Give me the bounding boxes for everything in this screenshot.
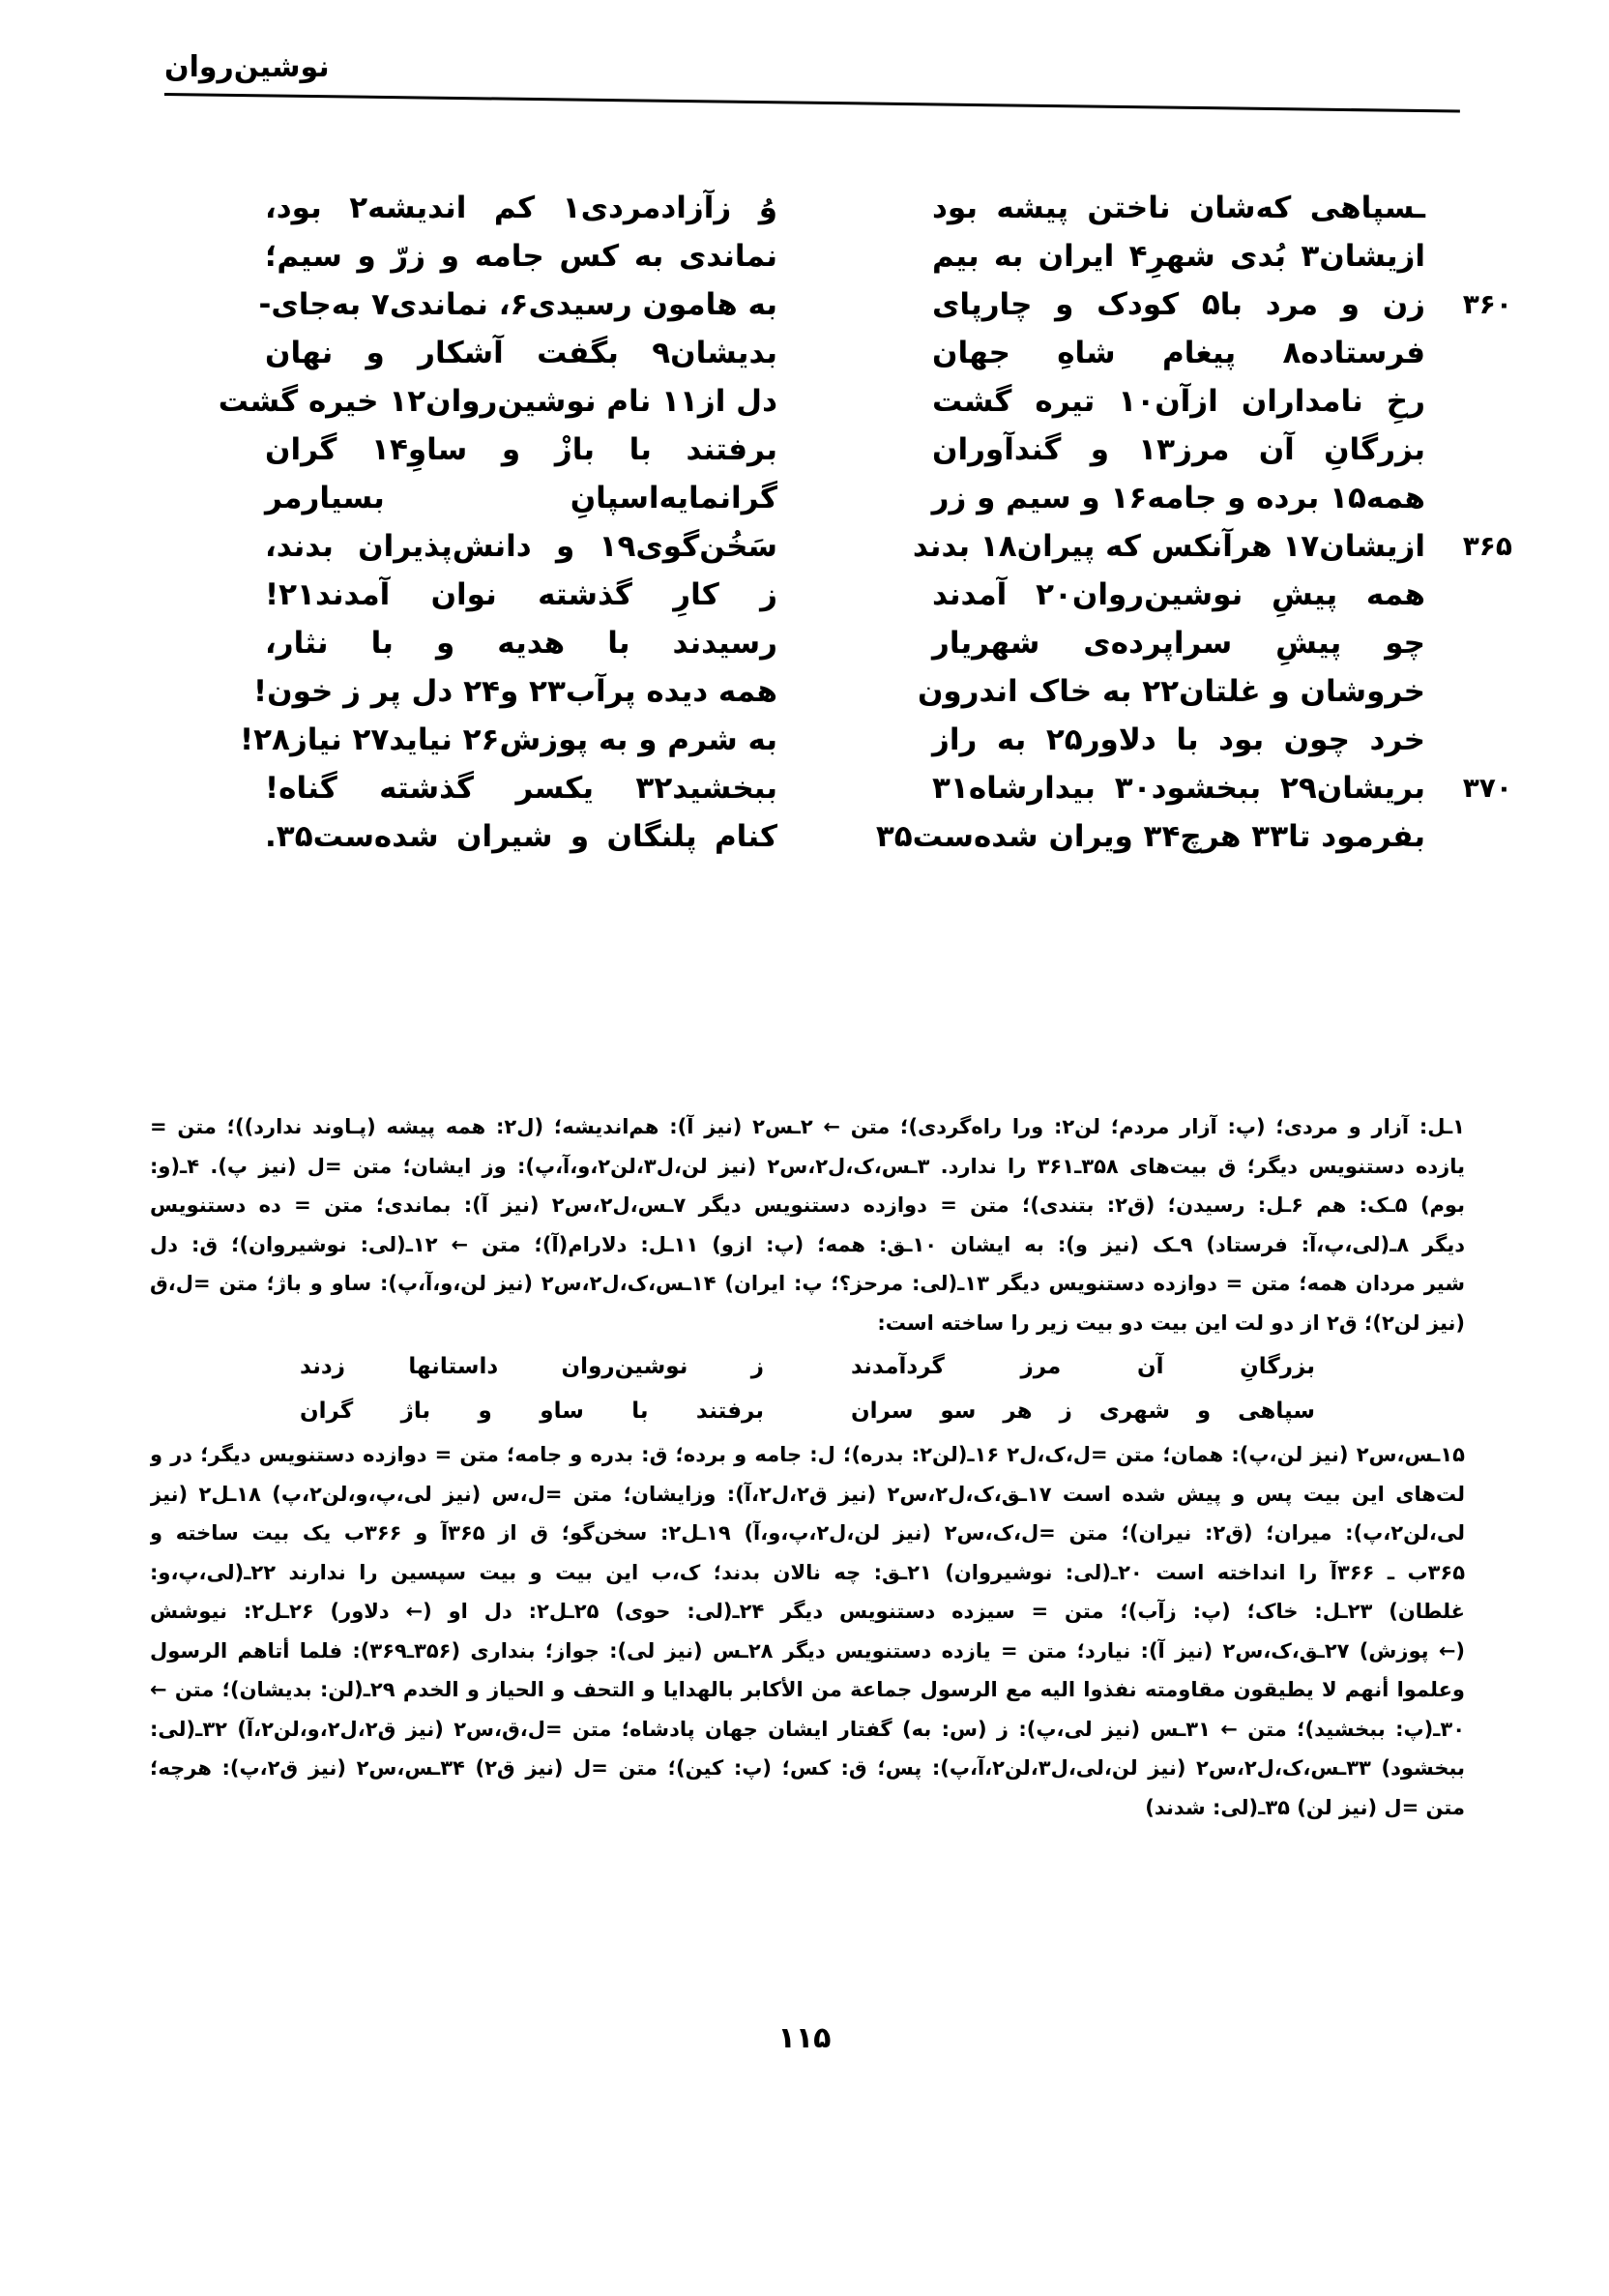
inset-verse-hemistich: بزرگانِ آن مرز گردآمدند <box>851 1354 1315 1379</box>
verse-line: به هامون رسیدی۶، نماندی۷ به‌جای- <box>258 287 777 322</box>
verse-line: رخِ نامداران ازآن۱۰ تیره گشت <box>932 384 1425 419</box>
verse-line: بفرمود تا۳۳ هرچ۳۴ ویران شده‌ست۳۵ <box>875 819 1425 854</box>
poem-left-column <box>218 184 777 861</box>
verse-line: ۳۶۰ زن و مرد با۵ کودک و چارپای <box>932 280 1425 329</box>
poem-right-column <box>875 184 1512 861</box>
verse-number: ۳۶۵ <box>1462 530 1512 562</box>
verse-line: کنام پلنگان و شیران شده‌ست۳۵. <box>265 819 777 854</box>
verse-line: خرد چون بود با دلاور۲۵ به راز <box>932 722 1425 757</box>
inset-verse-hemistich: ز نوشین‌روان داستانها زدند <box>300 1354 764 1379</box>
verse-number: ۳۷۰ <box>1462 772 1512 804</box>
inset-verse-hemistich: سپاهی و شهری ز هر سو سران <box>851 1398 1315 1424</box>
footnote-line: ۱۵ـس،س۲ (نیز لن،پ): همان؛ متن =ل،ک،ل۲ ۱۶ـ(لن۲: بدره)؛ ل: جامه و برده؛ ق: بدره و جامه؛ متن = دوازده دستنویس دیگر؛ در و <box>150 1443 1465 1466</box>
verse-number: ۳۶۰ <box>1462 288 1512 320</box>
header-rule <box>164 93 1460 113</box>
verse-line: همه۱۵ برده و جامه۱۶ و سیم و زر <box>931 481 1425 515</box>
footnote-line: لت‌های این بیت پس و پیش شده است ۱۷ـق،ک،ل۲،س۲ (نیز ق۲،ل۲،آ): وزایشان؛ متن =ل،س (نیز لی،پ،و،لن۲،پ) ۱۸ـل۲ (نیز <box>150 1482 1465 1506</box>
verse-line: ز کارِ گذشته نوان آمدند۲۱! <box>265 577 777 612</box>
footnote-line: ۳۰ـ(پ: ببخشید)؛ متن ← ۳۱ـس (نیز لی،پ): ز (س: به) گفتار ایشان جهان پادشاه؛ متن =ل،ق،س۲ (نیز ق۲،ل۲،و،لن۲،آ) ۳۲ـ(لی: <box>150 1717 1465 1741</box>
footnote-line: ۱ـل: آزار و مردی؛ (پ: آزار مردم؛ لن۲: ورا راه‌گردی)؛ متن ← ۲ـس۲ (نیز آ): هم‌اندیشه؛ (ل۲: همه پیشه (پـاوند ندارد))؛ متن = <box>150 1115 1465 1138</box>
footnote-line: (نیز لن۲)؛ ق۲ از دو لت این بیت دو بیت زیر را ساخته است: <box>877 1310 1465 1335</box>
footnote-line: ببخشود) ۳۳ـس،ک،ل۲،س۲ (نیز لن،لی،ل۳،لن۲،آ،پ): پس؛ ق: کس؛ (پ: کین)؛ متن =ل (نیز ق۲) ۳۴ـس،س۲ (نیز ق۲،پ): هرچه؛ <box>150 1756 1465 1780</box>
footnote-line: (← پوزش) ۲۷ـق،ک،س۲ (نیز آ): نیارد؛ متن = یازده دستنویس دیگر ۲۸ـس (نیز لی): جواز؛ بنداری (۳۵۶ـ۳۶۹): فلما أتاهم الرسول <box>150 1638 1465 1663</box>
inset-verse-hemistich: برفتند با ساو و باژ گران <box>300 1398 764 1424</box>
verse-line: بزرگانِ آن مرز۱۳ و گندآوران <box>932 432 1425 467</box>
footnote-line: غلطان) ۲۳ـل: خاک؛ (پ: زآب)؛ متن = سیزده دستنویس دیگر ۲۴ـ(لی: حوی) ۲۵ـل۲: دل او (← دلاور) ۲۶ـل۲: نیوشش <box>150 1600 1465 1623</box>
verse-line: بدیشان۹ بگفت آشکار و نهان <box>265 336 777 370</box>
verse-line: رسیدند با هدیه و با نثار، <box>265 626 777 661</box>
verse-line: برفتند با بازْ و ساوِ۱۴ گران <box>265 432 777 467</box>
verse-line: همه پیشِ نوشین‌روان۲۰ آمدند <box>932 577 1425 612</box>
verse-line: ۳۷۰ بریشان۲۹ ببخشود۳۰ بیدارشاه۳۱ <box>932 764 1425 812</box>
page-number: ۱۱۵ <box>777 2021 832 2055</box>
verse-line: ـسپاهی که‌شان ناختن پیشه بود <box>932 191 1425 225</box>
verse-line: دل از۱۱ نام نوشین‌روان۱۲ خیره گشت <box>218 384 777 419</box>
verse-line: نماندی به کس جامه و زرّ و سیم؛ <box>265 239 777 274</box>
footnote-line: ۳۶۵ب ـ ۳۶۶آ را انداخته است ۲۰ـ(لی: نوشیروان) ۲۱ـق: چه نالان بدند؛ ک،ب این بیت و بیت سپسین را ندارند ۲۲ـ(لی،پ،و: <box>150 1560 1465 1584</box>
verse-line: چو پیشِ سراپرده‌ی شهریار <box>932 626 1425 661</box>
verse-line: ببخشید۳۲ یکسر گذشته گناه! <box>265 771 777 806</box>
footnote-line: لی،لن۲،پ): میران؛ (ق۲: نیران)؛ متن =ل،ک،س۲ (نیز لن،ل۲،پ،و،آ) ۱۹ـل۲: سخن‌گو؛ ق از ۳۶۵آ و ۳۶۶ب یک بیت ساخته و <box>150 1521 1465 1545</box>
footnote-line: وعلموا أنهم لا یطیقون مقاومته نفذوا الیه مع الرسول جماعة من الأکابر بالهدایا و التحف و الحیاز و الخدم ۲۹ـ(لن: بدیشان)؛ متن ← <box>150 1678 1465 1701</box>
verse-line: به شرم و به پوزش۲۶ نیاید۲۷ نیاز۲۸! <box>239 722 777 757</box>
footnotes <box>150 1107 1465 1827</box>
verse-line: گرانمایه‌اسپانِ بسیارمر <box>265 481 777 515</box>
footnote-line: دیگر ۸ـ(لی،پ،آ: فرستاد) ۹ـک (نیز و): به ایشان ۱۰ـق: همه؛ (پ: ازو) ۱۱ـل: دلارام(آ)؛ متن ← ۱۲ـ(لی: نوشیروان)؛ ق: دل <box>150 1232 1465 1256</box>
footnote-line: متن =ل (نیز لن) ۳۵ـ(لی: شدند) <box>1145 1795 1465 1819</box>
verse-line: خروشان و غلتان۲۲ به خاک اندرون <box>917 674 1425 709</box>
footnote-line: بوم) ۵ـک: هم ۶ـل: رسیدن؛ (ق۲: بتندی)؛ متن = دوازده دستنویس دیگر ۷ـس،ل۲،س۲ (نیز آ): بماندی؛ متن = ده دستنویس <box>150 1193 1465 1217</box>
verse-line: همه دیده پرآب۲۳ و۲۴ دل پر ز خون! <box>253 674 777 709</box>
running-title: نوشین‌روان <box>164 50 330 84</box>
verse-line: ۳۶۵ ازیشان۱۷ هرآنکس که پیران۱۸ بدند <box>932 522 1425 571</box>
footnote-line: شیر مردان همه؛ متن = دوازده دستنویس دیگر ۱۳ـ(لی: مرحز؟؛ پ: ایران) ۱۴ـس،ک،ل۲،س۲ (نیز لن،و،آ،پ): ساو و باژ؛ متن =ل،ق <box>150 1272 1465 1295</box>
verse-line: وُ زآزادمردی۱ کم اندیشه۲ بود، <box>265 191 777 225</box>
verse-line: ازیشان۳ بُدی شهرِ۴ ایران به بیم <box>932 239 1425 274</box>
verse-line: سَخُن‌گوی۱۹ و دانش‌پذیران بدند، <box>265 529 777 564</box>
footnote-line: یازده دستنویس دیگر؛ ق بیت‌های ۳۵۸ـ۳۶۱ را ندارد. ۳ـس،ک،ل۲،س۲ (نیز لن،ل۳،لن۲،و،آ،پ): وز ایشان؛ متن =ل (نیز پ). ۴ـ(و: <box>150 1154 1465 1178</box>
footnote-inset-verses <box>150 1344 1465 1433</box>
verse-line: فرستاده۸ پیغام شاهِ جهان <box>932 336 1425 370</box>
